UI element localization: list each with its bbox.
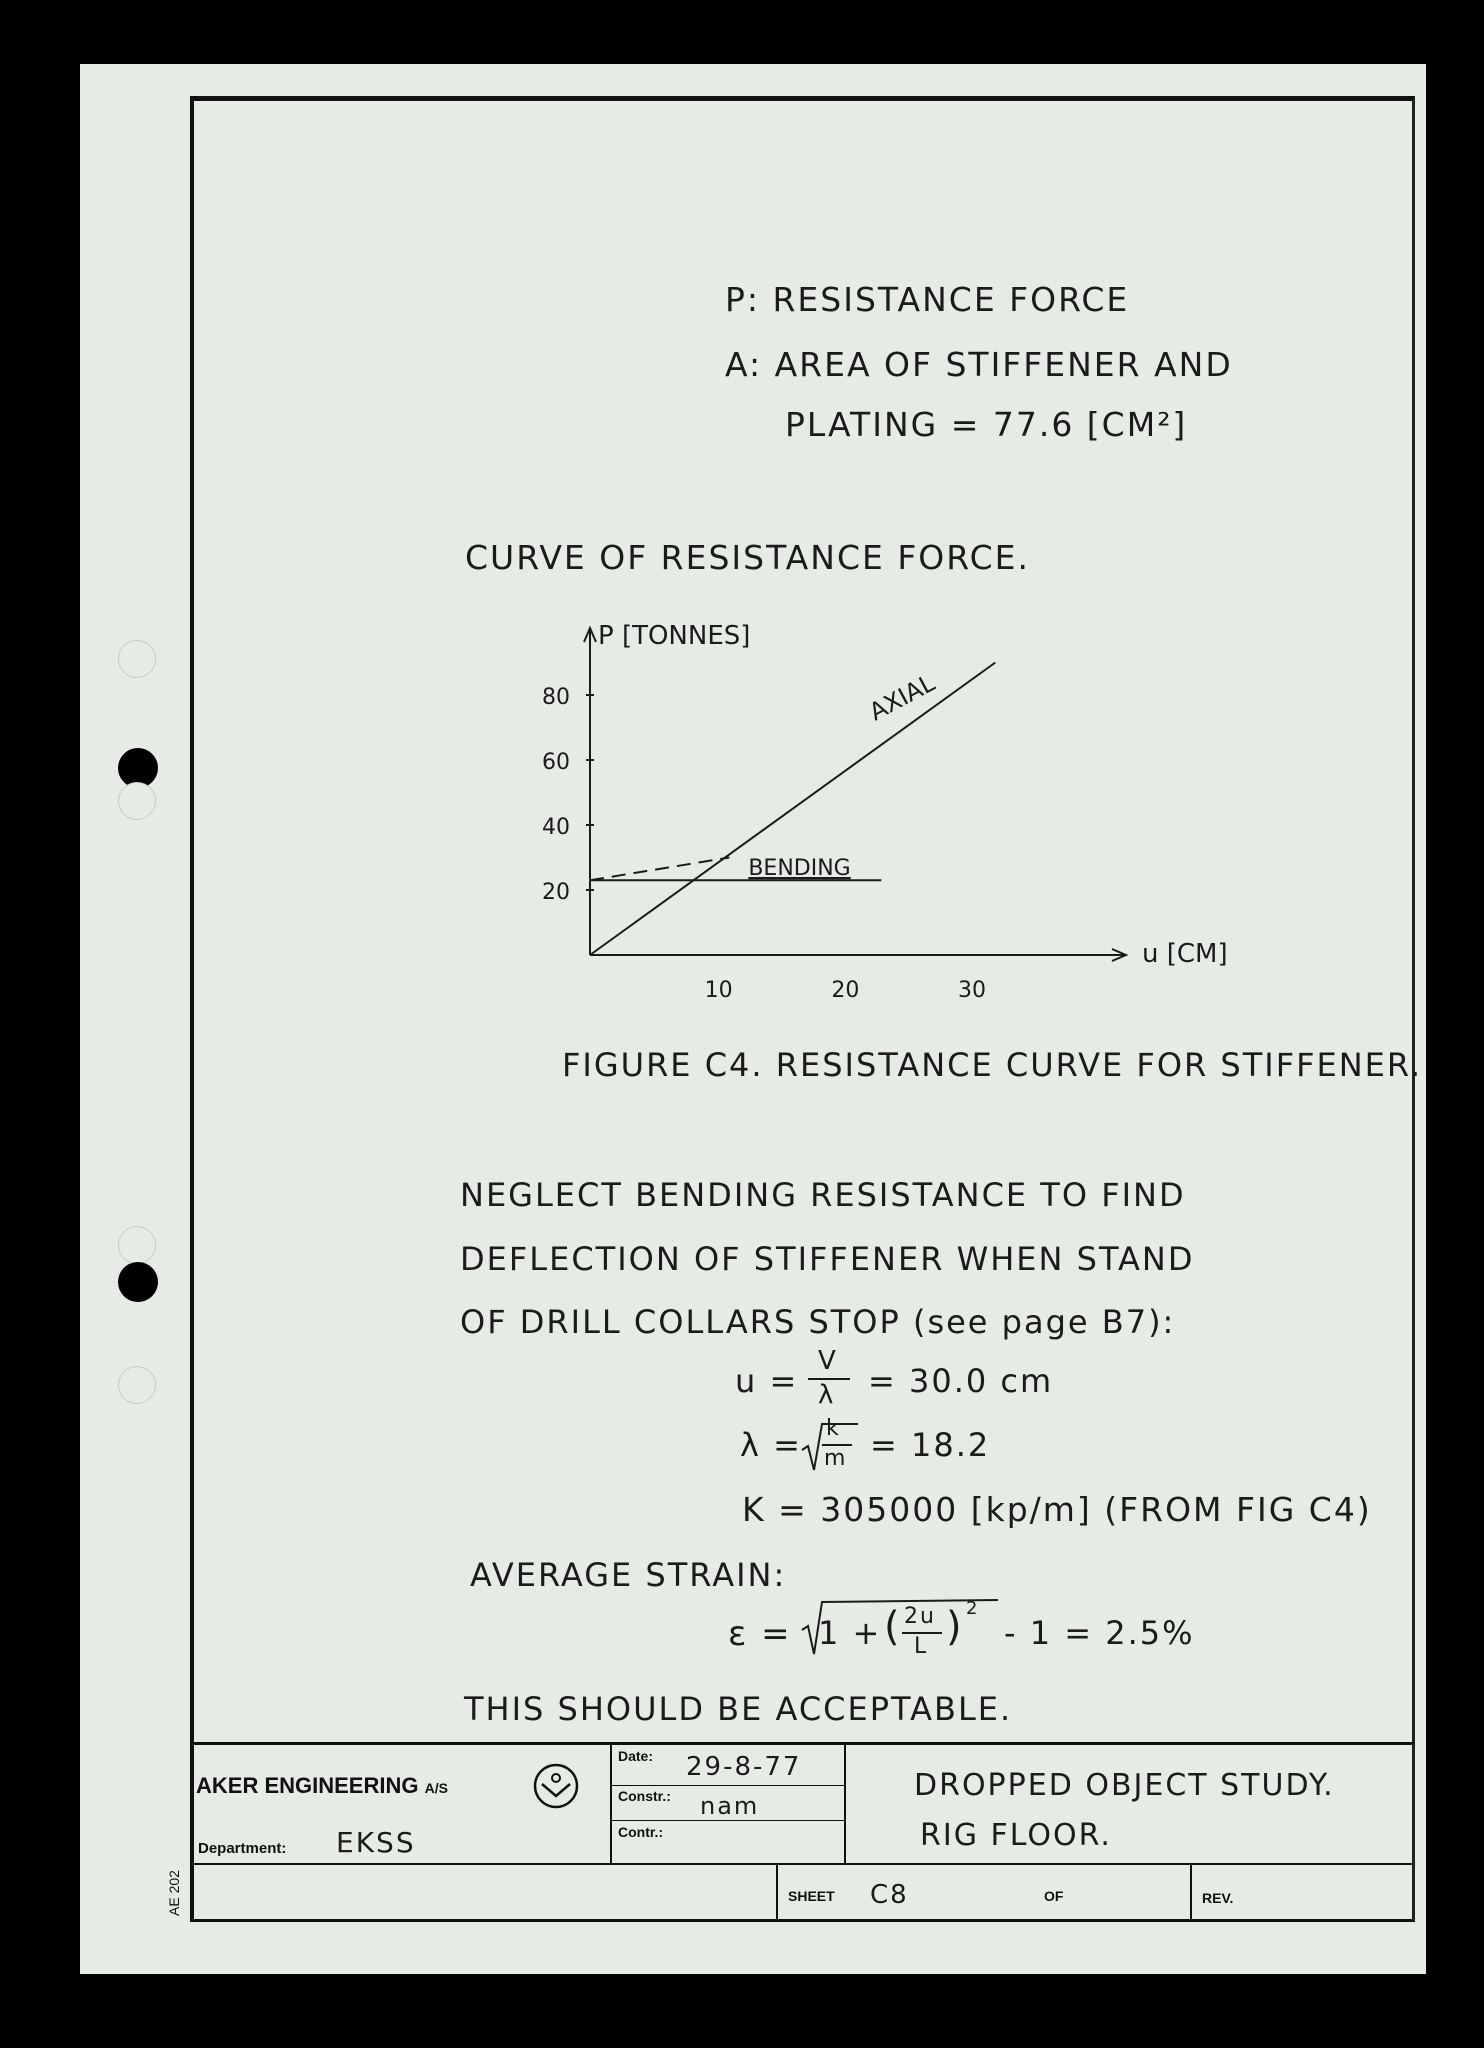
body-line: DEFLECTION OF STIFFENER WHEN STAND bbox=[460, 1240, 1195, 1278]
x-tick-label: 30 bbox=[958, 978, 986, 1003]
x-axis-label: u [CM] bbox=[1142, 939, 1228, 969]
series-label-bending: BENDING bbox=[748, 856, 851, 881]
constr-label: Constr.: bbox=[618, 1788, 671, 1804]
contr-label: Contr.: bbox=[618, 1824, 664, 1840]
project-title-line: DROPPED OBJECT STUDY. bbox=[914, 1768, 1335, 1803]
strain-tail: - 1 = 2.5% bbox=[1004, 1614, 1195, 1652]
equation-u-lhs: u = bbox=[735, 1362, 799, 1400]
title-block-divider bbox=[190, 1863, 1415, 1865]
equation-u-den: λ bbox=[818, 1380, 836, 1410]
strain-one: 1 + bbox=[818, 1614, 882, 1652]
company-name bbox=[196, 1773, 448, 1799]
equation-k: K = 305000 [kp/m] (FROM FIG C4) bbox=[742, 1490, 1372, 1529]
title-block-divider bbox=[610, 1785, 844, 1786]
series-label-axial: AXIAL bbox=[864, 668, 940, 727]
title-block-divider bbox=[844, 1742, 846, 1864]
x-tick-label: 20 bbox=[831, 978, 860, 1003]
y-tick-label: 60 bbox=[542, 750, 570, 775]
punch-hole bbox=[118, 640, 156, 678]
punch-hole bbox=[118, 1366, 156, 1404]
strain-paren: ( bbox=[884, 1604, 900, 1650]
equation-u-num: V bbox=[818, 1346, 838, 1376]
date-value: 29-8-77 bbox=[686, 1752, 802, 1782]
chart-heading: CURVE OF RESISTANCE FORCE. bbox=[465, 538, 1030, 577]
y-tick-label: 80 bbox=[542, 685, 570, 710]
resistance-chart bbox=[520, 610, 1250, 1010]
body-line: OF DRILL COLLARS STOP (see page B7): bbox=[460, 1303, 1176, 1341]
date-label: Date: bbox=[618, 1748, 654, 1764]
strain-paren: ) bbox=[946, 1604, 962, 1650]
y-tick-label: 40 bbox=[542, 815, 570, 840]
title-block-divider bbox=[1190, 1863, 1192, 1921]
title-block-divider bbox=[610, 1742, 612, 1864]
equation-lambda-den: m bbox=[824, 1446, 848, 1471]
body-line: NEGLECT BENDING RESISTANCE TO FIND bbox=[460, 1176, 1186, 1214]
figure-caption: FIGURE C4. RESISTANCE CURVE FOR STIFFENER. bbox=[562, 1046, 1423, 1084]
equation-lambda-rhs: = 18.2 bbox=[870, 1426, 991, 1464]
of-label: OF bbox=[1044, 1888, 1064, 1904]
strain-frac-num: 2u bbox=[904, 1604, 936, 1629]
title-block-divider bbox=[776, 1863, 778, 1921]
series-line-axial bbox=[590, 663, 995, 956]
chart-plot-area bbox=[542, 621, 1228, 1003]
form-code: AE 202 bbox=[166, 1870, 182, 1916]
y-axis-label: P [TONNES] bbox=[598, 621, 751, 651]
y-tick-label: 20 bbox=[542, 880, 570, 905]
equation-lambda-num: k bbox=[826, 1416, 841, 1441]
sheet-label: SHEET bbox=[788, 1888, 835, 1904]
conclusion: THIS SHOULD BE ACCEPTABLE. bbox=[464, 1690, 1013, 1728]
strain-heading: AVERAGE STRAIN: bbox=[470, 1556, 787, 1594]
equation-u-rhs: = 30.0 cm bbox=[868, 1362, 1054, 1400]
department-label: Department: bbox=[198, 1840, 287, 1857]
title-block-top bbox=[190, 1742, 1415, 1745]
equation-lambda-lhs: λ = bbox=[740, 1426, 802, 1464]
rev-label: REV. bbox=[1202, 1890, 1234, 1906]
department-value: EKSS bbox=[336, 1826, 416, 1859]
project-title-line: RIG FLOOR. bbox=[920, 1818, 1112, 1853]
punch-hole bbox=[118, 1262, 158, 1302]
title-block-divider bbox=[610, 1820, 844, 1821]
sheet-value: C8 bbox=[870, 1880, 909, 1910]
definition-line: A: AREA OF STIFFENER AND bbox=[725, 345, 1233, 384]
strain-lhs: ε = bbox=[728, 1614, 792, 1654]
company-logo bbox=[532, 1762, 580, 1810]
constr-value: nam bbox=[700, 1792, 760, 1820]
punch-hole bbox=[118, 782, 156, 820]
x-tick-label: 10 bbox=[704, 978, 733, 1003]
definition-line: P: RESISTANCE FORCE bbox=[725, 280, 1130, 319]
company-suffix: A/S bbox=[424, 1780, 448, 1796]
company-name-text: AKER ENGINEERING bbox=[196, 1773, 419, 1798]
punch-hole bbox=[118, 1226, 156, 1264]
definition-line: PLATING = 77.6 [CM²] bbox=[785, 405, 1188, 444]
strain-frac-den: L bbox=[914, 1634, 929, 1659]
strain-exponent: 2 bbox=[966, 1598, 980, 1619]
